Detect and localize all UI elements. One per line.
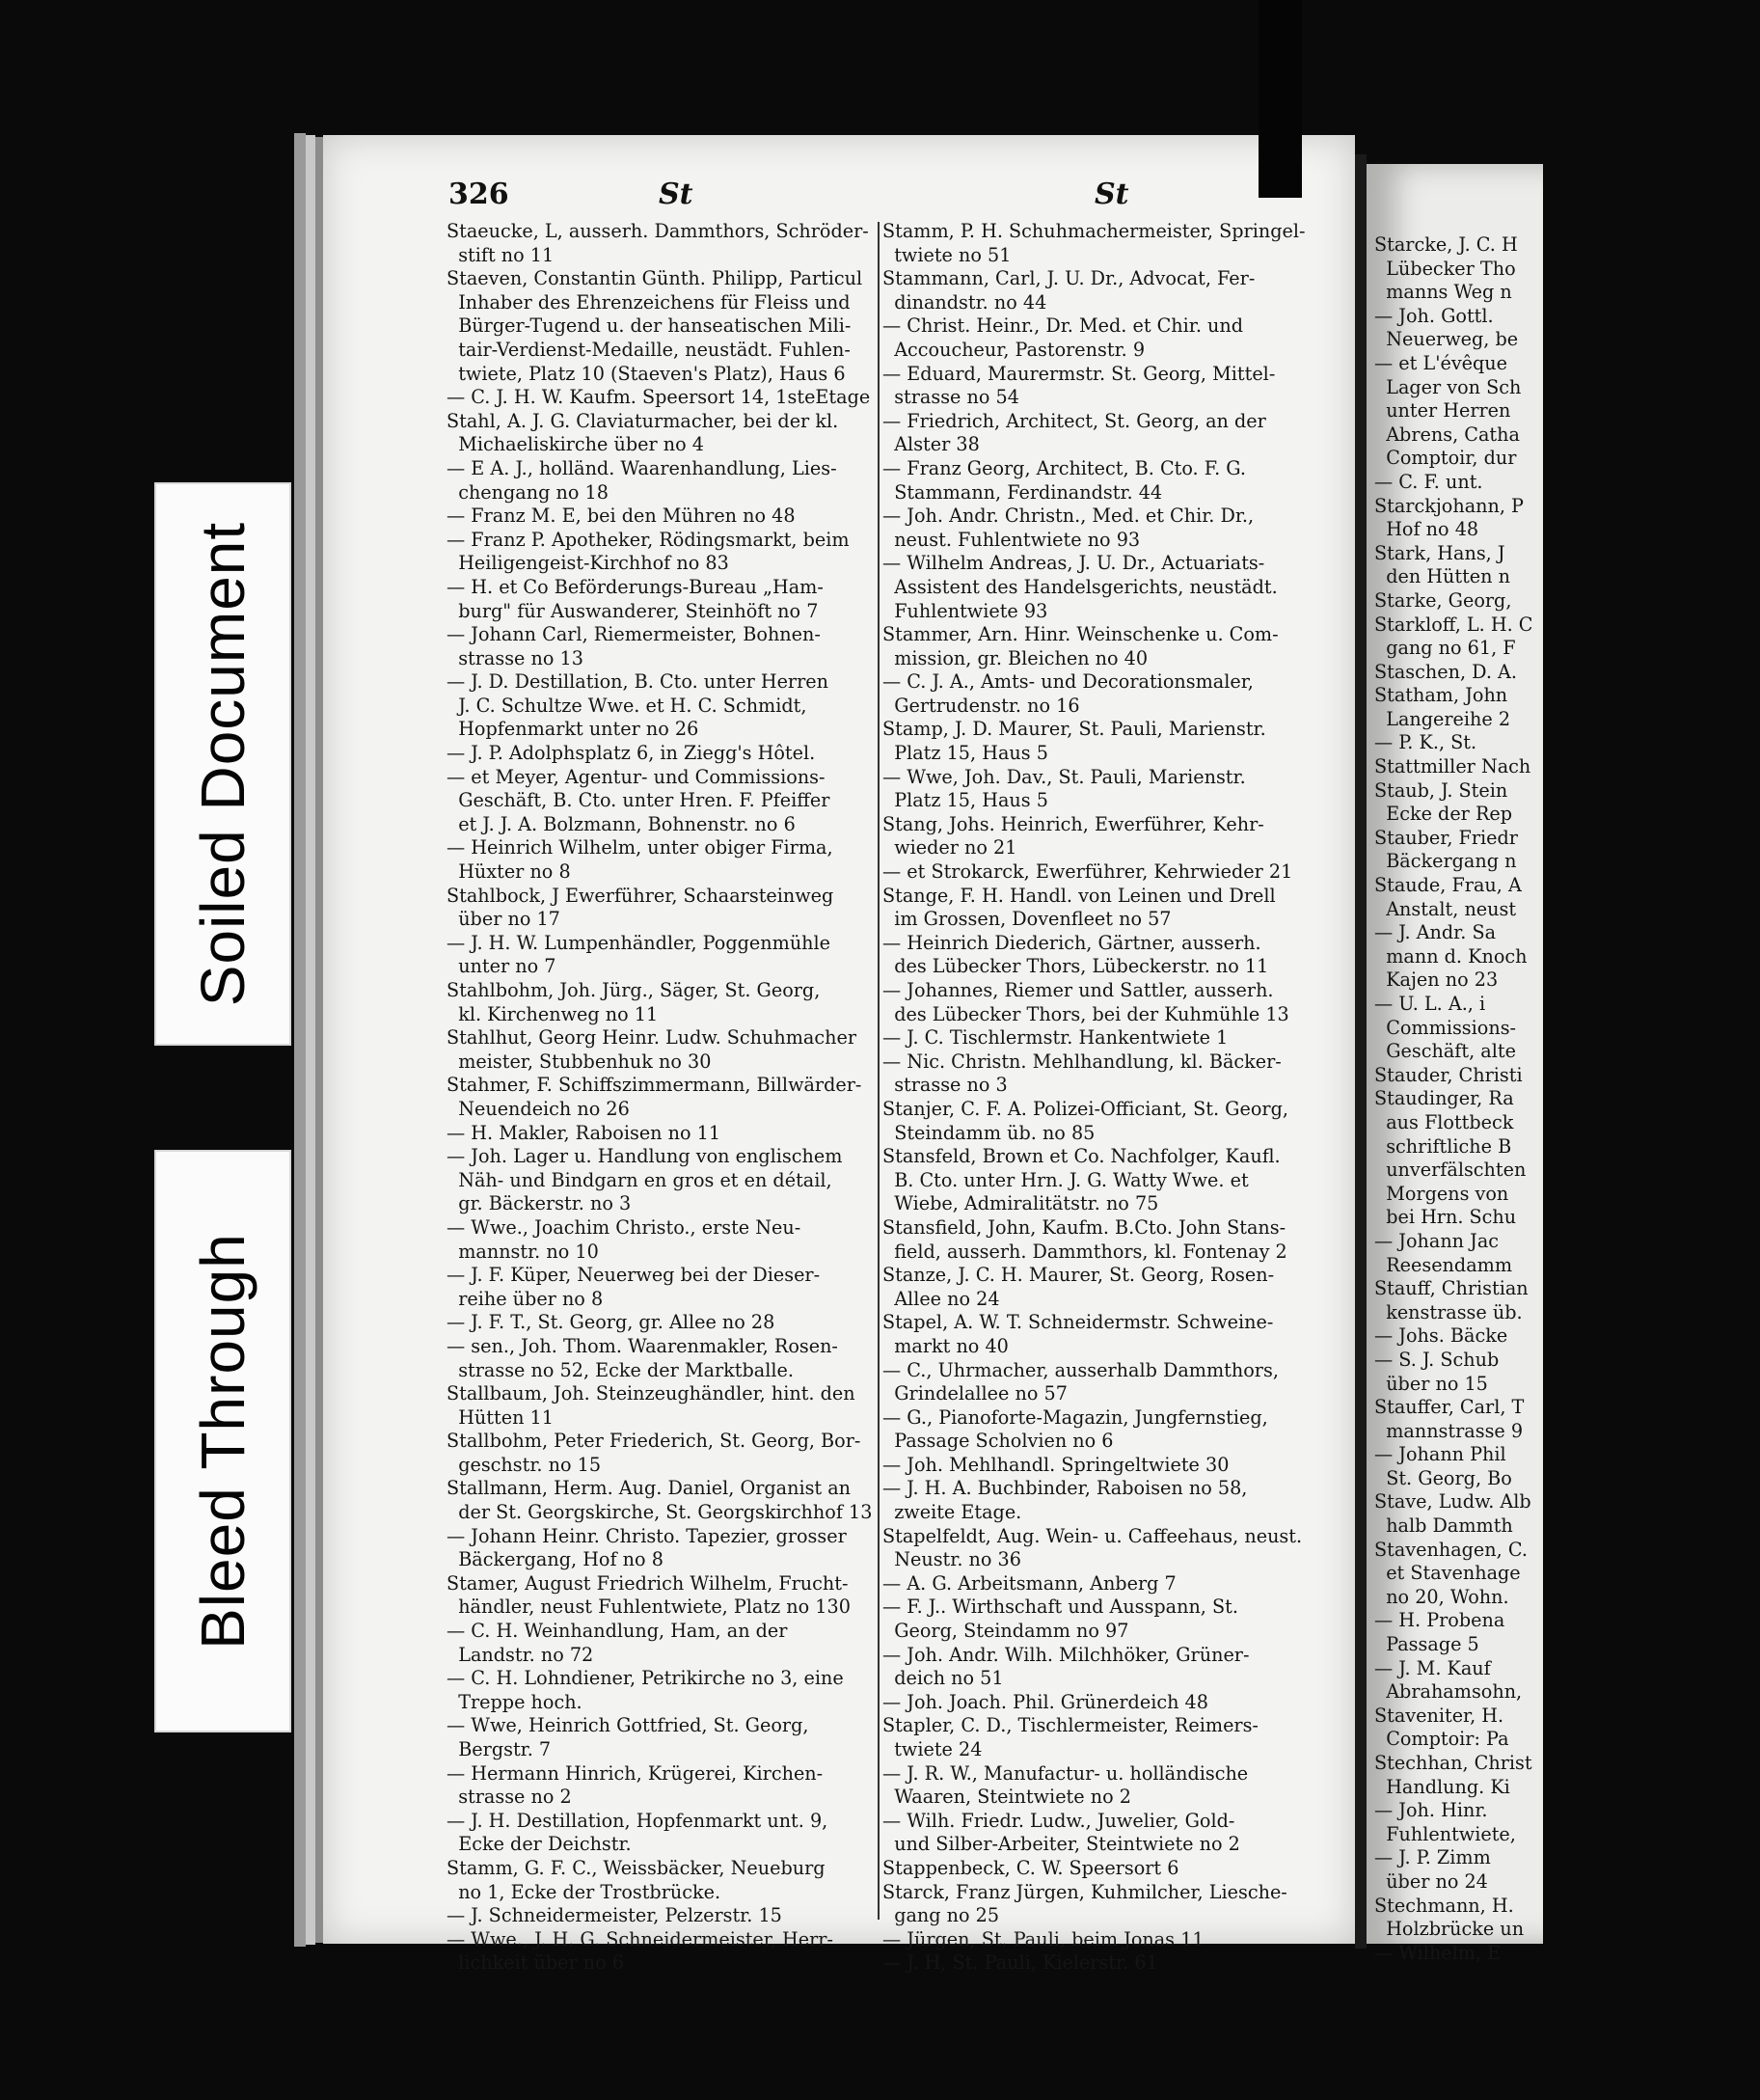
directory-line: Passage Scholvien no 6: [882, 1430, 1114, 1453]
directory-line: Statham, John: [1374, 684, 1508, 707]
directory-line: deich no 51: [882, 1667, 1004, 1690]
directory-line: — C. H. Lohndiener, Petrikirche no 3, eine: [447, 1667, 844, 1690]
directory-line: mannstr. no 10: [447, 1240, 599, 1263]
directory-line: — Nic. Christn. Mehlhandlung, kl. Bäcker-: [882, 1050, 1282, 1073]
directory-line: — et L'évêque: [1374, 351, 1508, 374]
directory-line: Starke, Georg,: [1374, 588, 1512, 612]
directory-line: — A. G. Arbeitsmann, Anberg 7: [882, 1571, 1177, 1595]
directory-line: strasse no 13: [447, 646, 583, 669]
directory-line: Stanjer, C. F. A. Polizei-Officiant, St. Georg,: [882, 1097, 1288, 1120]
directory-line: mannstrasse 9: [1374, 1419, 1524, 1442]
directory-line: Hof no 48: [1374, 518, 1479, 541]
directory-line: Comptoir: Pa: [1374, 1728, 1509, 1751]
directory-line: Geschäft, B. Cto. unter Hren. F. Pfeiffer: [447, 789, 830, 812]
directory-line: Stamp, J. D. Maurer, St. Pauli, Marienstr.: [882, 718, 1266, 741]
directory-line: Alster 38: [882, 433, 980, 456]
directory-line: — sen., Joh. Thom. Waarenmakler, Rosen-: [447, 1334, 838, 1357]
directory-line: Neuerweg, be: [1374, 328, 1519, 351]
directory-line: — Heinrich Diederich, Gärtner, ausserh.: [882, 931, 1261, 954]
directory-line: zweite Etage.: [882, 1501, 1022, 1524]
directory-line: des Lübecker Thors, Lübeckerstr. no 11: [882, 955, 1269, 978]
directory-line: schriftliche B: [1374, 1134, 1512, 1158]
directory-line: twiete no 51: [882, 243, 1012, 266]
directory-line: Stallbaum, Joh. Steinzeughändler, hint. den: [447, 1382, 855, 1405]
directory-line: Hopfenmarkt unter no 26: [447, 718, 699, 741]
bleed-through-label: Bleed Through: [188, 1233, 257, 1650]
directory-line: unter no 7: [447, 955, 556, 978]
directory-line: — C. H. Weinhandlung, Ham, an der: [447, 1620, 788, 1643]
directory-line: markt no 40: [882, 1334, 1009, 1357]
directory-line: Ecke der Deichstr.: [447, 1833, 632, 1856]
directory-line: — Franz M. E, bei den Mühren no 48: [447, 505, 796, 528]
directory-line: Stapel, A. W. T. Schneidermstr. Schweine-: [882, 1311, 1274, 1334]
directory-line: — J. M. Kauf: [1374, 1656, 1491, 1679]
directory-line: lichkeit über no 6: [447, 1951, 624, 1975]
directory-line: Geschäft, alte: [1374, 1040, 1516, 1063]
directory-line: im Grossen, Dovenfleet no 57: [882, 908, 1172, 931]
directory-line: Hütten 11: [447, 1405, 554, 1429]
directory-line: strasse no 54: [882, 386, 1019, 409]
directory-line: — J. P. Adolphsplatz 6, in Ziegg's Hôtel.: [447, 742, 816, 765]
directory-line: — J. H. Destillation, Hopfenmarkt unt. 9,: [447, 1809, 828, 1832]
directory-line: kenstrasse üb.: [1374, 1300, 1523, 1323]
directory-line: Näh- und Bindgarn en gros et en détail,: [447, 1168, 832, 1191]
directory-line: Assistent des Handelsgerichts, neustädt.: [882, 575, 1278, 598]
directory-line: burg" für Auswanderer, Steinhöft no 7: [447, 599, 819, 622]
directory-line: Stammann, Carl, J. U. Dr., Advocat, Fer-: [882, 267, 1256, 290]
directory-line: halb Dammth: [1374, 1514, 1513, 1538]
directory-line: no 1, Ecke der Trostbrücke.: [447, 1880, 721, 1903]
directory-line: — Johann Phil: [1374, 1443, 1506, 1466]
directory-line: — Wilhelm Andreas, J. U. Dr., Actuariats-: [882, 552, 1265, 575]
directory-line: Abrahamsohn,: [1374, 1680, 1523, 1704]
directory-line: — Hermann Hinrich, Krügerei, Kirchen-: [447, 1761, 824, 1785]
page-edge: [306, 135, 315, 1945]
directory-line: über no 15: [1374, 1372, 1488, 1395]
directory-line: manns Weg n: [1374, 281, 1512, 304]
directory-line: Bäckergang, Hof no 8: [447, 1548, 663, 1571]
directory-line: Staeucke, L, ausserh. Dammthors, Schröder-: [447, 220, 869, 242]
directory-line: Stang, Johs. Heinrich, Ewerführer, Kehr-: [882, 812, 1264, 835]
directory-line: Starkloff, L. H. C: [1374, 613, 1533, 636]
directory-line: Passage 5: [1374, 1633, 1479, 1656]
directory-line: Starckjohann, P: [1374, 494, 1524, 517]
directory-line: — S. J. Schub: [1374, 1348, 1500, 1371]
directory-line: — Johs. Bäcke: [1374, 1324, 1508, 1348]
directory-line: mann d. Knoch: [1374, 944, 1528, 968]
directory-line: mission, gr. Bleichen no 40: [882, 646, 1149, 669]
directory-line: händler, neust Fuhlentwiete, Platz no 130: [447, 1595, 851, 1619]
page-number: 326: [448, 177, 509, 211]
directory-line: Staudinger, Ra: [1374, 1087, 1514, 1110]
directory-line: Heiligengeist-Kirchhof no 83: [447, 552, 729, 575]
next-book-page: [1367, 164, 1543, 1964]
directory-line: über no 24: [1374, 1869, 1488, 1893]
directory-line: Landstr. no 72: [447, 1643, 594, 1666]
directory-line: St. Georg, Bo: [1374, 1466, 1512, 1489]
directory-line: Staude, Frau, A: [1374, 874, 1522, 897]
directory-line: Stansfeld, Brown et Co. Nachfolger, Kaufl.: [882, 1145, 1281, 1168]
directory-line: Fuhlentwiete,: [1374, 1822, 1516, 1845]
directory-line: Neustr. no 36: [882, 1548, 1021, 1571]
directory-line: — Johann Heinr. Christo. Tapezier, grosser: [447, 1524, 847, 1547]
directory-line: gang no 25: [882, 1904, 1000, 1927]
book-gutter: [1355, 154, 1367, 1949]
directory-line: twiete 24: [882, 1738, 983, 1760]
directory-line: — Wilh. Friedr. Ludw., Juwelier, Gold-: [882, 1809, 1235, 1832]
directory-line: — P. K., St.: [1374, 731, 1477, 754]
directory-line: — J. P. Zimm: [1374, 1846, 1491, 1869]
black-strip: [1259, 0, 1302, 198]
directory-line: Lager von Sch: [1374, 375, 1522, 398]
directory-line: — Eduard, Maurermstr. St. Georg, Mittel-: [882, 362, 1276, 385]
directory-line: Stallmann, Herm. Aug. Daniel, Organist an: [447, 1477, 852, 1500]
directory-line: et J. J. A. Bolzmann, Bohnenstr. no 6: [447, 812, 796, 835]
left-column-header: St: [659, 177, 693, 211]
directory-line: Staub, J. Stein: [1374, 778, 1508, 802]
directory-line: — Jürgen, St. Pauli, beim Jonas 11: [882, 1927, 1205, 1950]
directory-line: Stamm, P. H. Schuhmachermeister, Springel-: [882, 220, 1306, 242]
directory-line: Stauffer, Carl, T: [1374, 1396, 1525, 1419]
directory-line: Lübecker Tho: [1374, 257, 1516, 280]
directory-line: Stauff, Christian: [1374, 1277, 1529, 1300]
directory-line: Treppe hoch.: [447, 1690, 582, 1713]
directory-line: tair-Verdienst-Medaille, neustädt. Fuhlen-: [447, 338, 851, 361]
directory-line: Neuendeich no 26: [447, 1097, 630, 1120]
directory-line: und Silber-Arbeiter, Steintwiete no 2: [882, 1833, 1240, 1856]
directory-line: Morgens von: [1374, 1182, 1509, 1205]
directory-line: — H. Probena: [1374, 1609, 1505, 1632]
directory-line: Stahlhut, Georg Heinr. Ludw. Schuhmacher: [447, 1026, 856, 1050]
directory-line: — E A. J., holländ. Waarenhandlung, Lies-: [447, 456, 837, 479]
directory-line: — Christ. Heinr., Dr. Med. et Chir. und: [882, 314, 1244, 338]
directory-line: twiete, Platz 10 (Staeven's Platz), Haus 6: [447, 362, 846, 385]
directory-line: Stahlbohm, Joh. Jürg., Säger, St. Georg,: [447, 979, 821, 1001]
directory-line: meister, Stubbenhuk no 30: [447, 1050, 712, 1073]
directory-line: Gertrudenstr. no 16: [882, 694, 1080, 717]
directory-line: — Wwe., J. H. G. Schneidermeister, Herr-: [447, 1927, 833, 1950]
directory-line: kl. Kirchenweg no 11: [447, 1002, 659, 1025]
directory-line: — Wwe., Joachim Christo., erste Neu-: [447, 1215, 801, 1239]
directory-line: Stechhan, Christ: [1374, 1752, 1532, 1774]
column-divider: [878, 222, 880, 1920]
directory-line: den Hütten n: [1374, 565, 1510, 588]
page-header: [323, 177, 1355, 216]
directory-line: Stauder, Christi: [1374, 1063, 1523, 1086]
directory-line: — F. J.. Wirthschaft und Ausspann, St.: [882, 1595, 1238, 1619]
directory-line: Stechmann, H.: [1374, 1894, 1514, 1917]
directory-line: — C. J. A., Amts- und Decorationsmaler,: [882, 670, 1254, 694]
directory-line: Fuhlentwiete 93: [882, 599, 1048, 622]
directory-line: Stave, Ludw. Alb: [1374, 1490, 1531, 1514]
directory-line: — C. J. H. W. Kaufm. Speersort 14, 1steEtage: [447, 386, 871, 409]
directory-line: Stange, F. H. Handl. von Leinen und Drell: [882, 884, 1276, 907]
directory-line: Bürger-Tugend u. der hanseatischen Mili-: [447, 314, 852, 338]
directory-line: Platz 15, Haus 5: [882, 789, 1048, 812]
directory-line: — Wilhelm, E: [1374, 1941, 1502, 1964]
directory-line: Abrens, Catha: [1374, 423, 1520, 446]
book-page: [323, 135, 1355, 1975]
directory-line: — G., Pianoforte-Magazin, Jungfernstieg,: [882, 1405, 1268, 1429]
directory-line: Stamer, August Friedrich Wilhelm, Frucht-: [447, 1571, 849, 1595]
directory-line: Waaren, Steintwiete no 2: [882, 1786, 1131, 1809]
directory-line: Bäckergang n: [1374, 850, 1517, 873]
directory-line: Stanze, J. C. H. Maurer, St. Georg, Rosen-: [882, 1264, 1275, 1287]
directory-line: Anstalt, neust: [1374, 897, 1517, 920]
page-edge: [315, 137, 323, 1943]
directory-line: Stahl, A. J. G. Claviaturmacher, bei der kl.: [447, 409, 839, 432]
directory-line: stift no 11: [447, 243, 555, 266]
directory-line: — Friedrich, Architect, St. Georg, an der: [882, 409, 1266, 432]
directory-line: Staveniter, H.: [1374, 1704, 1504, 1727]
directory-line: — J. H. A. Buchbinder, Raboisen no 58,: [882, 1477, 1248, 1500]
right-column: [882, 220, 1316, 1976]
directory-line: — J. F. Küper, Neuerweg bei der Dieser-: [447, 1264, 821, 1287]
directory-line: — Heinrich Wilhelm, unter obiger Firma,: [447, 836, 833, 859]
directory-line: Bergstr. 7: [447, 1738, 552, 1760]
directory-line: — Joh. Lager u. Handlung von englischem: [447, 1145, 843, 1168]
directory-line: — Joh. Hinr.: [1374, 1799, 1488, 1822]
directory-line: Stapler, C. D., Tischlermeister, Reimers-: [882, 1714, 1259, 1737]
directory-line: strasse no 52, Ecke der Marktballe.: [447, 1358, 794, 1381]
directory-line: strasse no 2: [447, 1786, 572, 1809]
directory-line: — Joh. Joach. Phil. Grünerdeich 48: [882, 1690, 1208, 1713]
directory-line: — J. R. W., Manufactur- u. holländische: [882, 1761, 1249, 1785]
directory-line: Starck, Franz Jürgen, Kuhmilcher, Liesche-: [882, 1880, 1287, 1903]
directory-line: gang no 61, F: [1374, 637, 1516, 660]
directory-line: wieder no 21: [882, 836, 1017, 859]
directory-line: — Joh. Gottl.: [1374, 304, 1494, 327]
directory-line: Stark, Hans, J: [1374, 541, 1505, 564]
directory-line: et Stavenhage: [1374, 1562, 1521, 1585]
directory-line: — Wwe, Joh. Dav., St. Pauli, Marienstr.: [882, 765, 1246, 788]
directory-line: — Johann Carl, Riemermeister, Bohnen-: [447, 623, 821, 646]
directory-line: Grindelallee no 57: [882, 1382, 1068, 1405]
directory-line: Stansfield, John, Kaufm. B.Cto. John Stans-: [882, 1215, 1286, 1239]
directory-line: Holzbrücke un: [1374, 1918, 1525, 1941]
directory-line: — J. F. T., St. Georg, gr. Allee no 28: [447, 1311, 775, 1334]
directory-line: Stamm, G. F. C., Weissbäcker, Neueburg: [447, 1856, 826, 1879]
directory-line: — Joh. Mehlhandl. Springeltwiete 30: [882, 1453, 1230, 1476]
soiled-document-tab: [154, 482, 291, 1046]
directory-line: Kajen no 23: [1374, 968, 1499, 992]
bleed-through-tab: [154, 1150, 291, 1732]
directory-line: Hüxter no 8: [447, 860, 571, 884]
directory-line: Staschen, D. A.: [1374, 660, 1518, 683]
directory-line: — et Meyer, Agentur- und Commissions-: [447, 765, 826, 788]
directory-line: strasse no 3: [882, 1074, 1008, 1097]
directory-line: — J. C. Tischlermstr. Hankentwiete 1: [882, 1026, 1229, 1050]
directory-line: chengang no 18: [447, 480, 609, 504]
next-page-column: [1374, 233, 1760, 1965]
page-edge: [294, 133, 306, 1947]
directory-line: gr. Bäckerstr. no 3: [447, 1192, 632, 1215]
directory-line: Starcke, J. C. H: [1374, 233, 1518, 256]
directory-line: unter Herren: [1374, 399, 1511, 423]
soiled-document-label: Soiled Document: [188, 521, 257, 1007]
directory-line: — Joh. Andr. Christn., Med. et Chir. Dr.,: [882, 505, 1255, 528]
directory-line: des Lübecker Thors, bei der Kuhmühle 13: [882, 1002, 1289, 1025]
directory-line: Ecke der Rep: [1374, 803, 1513, 826]
directory-line: Stallbohm, Peter Friederich, St. Georg, Bor-: [447, 1430, 861, 1453]
directory-line: — U. L. A., i: [1374, 993, 1486, 1015]
directory-line: bei Hrn. Schu: [1374, 1206, 1517, 1229]
directory-line: Michaeliskirche über no 4: [447, 433, 704, 456]
directory-line: Stattmiller Nach: [1374, 755, 1531, 778]
directory-line: — Johann Jac: [1374, 1229, 1500, 1252]
directory-line: Stahmer, F. Schiffszimmermann, Billwärder-: [447, 1074, 862, 1097]
directory-line: dinandstr. no 44: [882, 290, 1047, 314]
directory-line: — J. Schneidermeister, Pelzerstr. 15: [447, 1904, 782, 1927]
directory-line: Steindamm üb. no 85: [882, 1121, 1096, 1144]
directory-line: Allee no 24: [882, 1287, 1000, 1310]
directory-line: neust. Fuhlentwiete no 93: [882, 528, 1141, 551]
directory-line: Stammer, Arn. Hinr. Weinschenke u. Com-: [882, 623, 1279, 646]
directory-line: Stavenhagen, C.: [1374, 1538, 1528, 1561]
directory-line: — Joh. Andr. Wilh. Milchhöker, Grüner-: [882, 1643, 1250, 1666]
directory-line: Stappenbeck, C. W. Speersort 6: [882, 1856, 1179, 1879]
directory-line: Commissions-: [1374, 1016, 1517, 1039]
directory-line: Handlung. Ki: [1374, 1775, 1510, 1798]
directory-line: Stauber, Friedr: [1374, 826, 1518, 849]
right-column-header: St: [1095, 177, 1129, 211]
directory-line: — H. Makler, Raboisen no 11: [447, 1121, 721, 1144]
directory-line: Staeven, Constantin Günth. Philipp, Particul: [447, 267, 863, 290]
directory-line: Georg, Steindamm no 97: [882, 1620, 1129, 1643]
directory-line: unverfälschten: [1374, 1159, 1527, 1182]
directory-line: Stammann, Ferdinandstr. 44: [882, 480, 1163, 504]
directory-line: — Franz Georg, Architect, B. Cto. F. G.: [882, 456, 1247, 479]
directory-line: B. Cto. unter Hrn. J. G. Watty Wwe. et: [882, 1168, 1249, 1191]
directory-line: Accoucheur, Pastorenstr. 9: [882, 338, 1146, 361]
directory-line: field, ausserh. Dammthors, kl. Fontenay 2: [882, 1240, 1287, 1263]
directory-line: Stahlbock, J Ewerführer, Schaarsteinweg: [447, 884, 834, 907]
directory-line: Inhaber des Ehrenzeichens für Fleiss und: [447, 290, 851, 314]
directory-line: — Franz P. Apotheker, Rödingsmarkt, beim: [447, 528, 850, 551]
left-column: [447, 220, 885, 1976]
directory-line: der St. Georgskirche, St. Georgskirchhof 13: [447, 1501, 873, 1524]
directory-line: aus Flottbeck: [1374, 1110, 1514, 1133]
directory-line: — H. et Co Beförderungs-Bureau „Ham-: [447, 575, 824, 598]
directory-line: über no 17: [447, 908, 560, 931]
directory-line: Wiebe, Admiralitätstr. no 75: [882, 1192, 1159, 1215]
directory-line: — J. H, St. Pauli, Kielerstr. 61: [882, 1951, 1158, 1975]
directory-line: — et Strokarck, Ewerführer, Kehrwieder 21: [882, 860, 1293, 884]
directory-line: reihe über no 8: [447, 1287, 604, 1310]
directory-line: Langereihe 2: [1374, 707, 1511, 730]
directory-line: Stapelfeldt, Aug. Wein- u. Caffeehaus, neust.: [882, 1524, 1303, 1547]
directory-line: — J. H. W. Lumpenhändler, Poggenmühle: [447, 931, 831, 954]
directory-line: — J. Andr. Sa: [1374, 921, 1497, 944]
directory-line: — Johannes, Riemer und Sattler, ausserh.: [882, 979, 1274, 1001]
directory-line: J. C. Schultze Wwe. et H. C. Schmidt,: [447, 694, 807, 717]
directory-line: no 20, Wohn.: [1374, 1585, 1509, 1608]
directory-line: Platz 15, Haus 5: [882, 742, 1048, 765]
directory-line: Comptoir, dur: [1374, 447, 1517, 470]
directory-line: — C. F. unt.: [1374, 470, 1483, 493]
directory-line: Reesendamm: [1374, 1253, 1513, 1276]
directory-line: geschstr. no 15: [447, 1453, 602, 1476]
directory-line: — Wwe, Heinrich Gottfried, St. Georg,: [447, 1714, 809, 1737]
directory-line: — C., Uhrmacher, ausserhalb Dammthors,: [882, 1358, 1279, 1381]
directory-line: — J. D. Destillation, B. Cto. unter Herren: [447, 670, 828, 694]
